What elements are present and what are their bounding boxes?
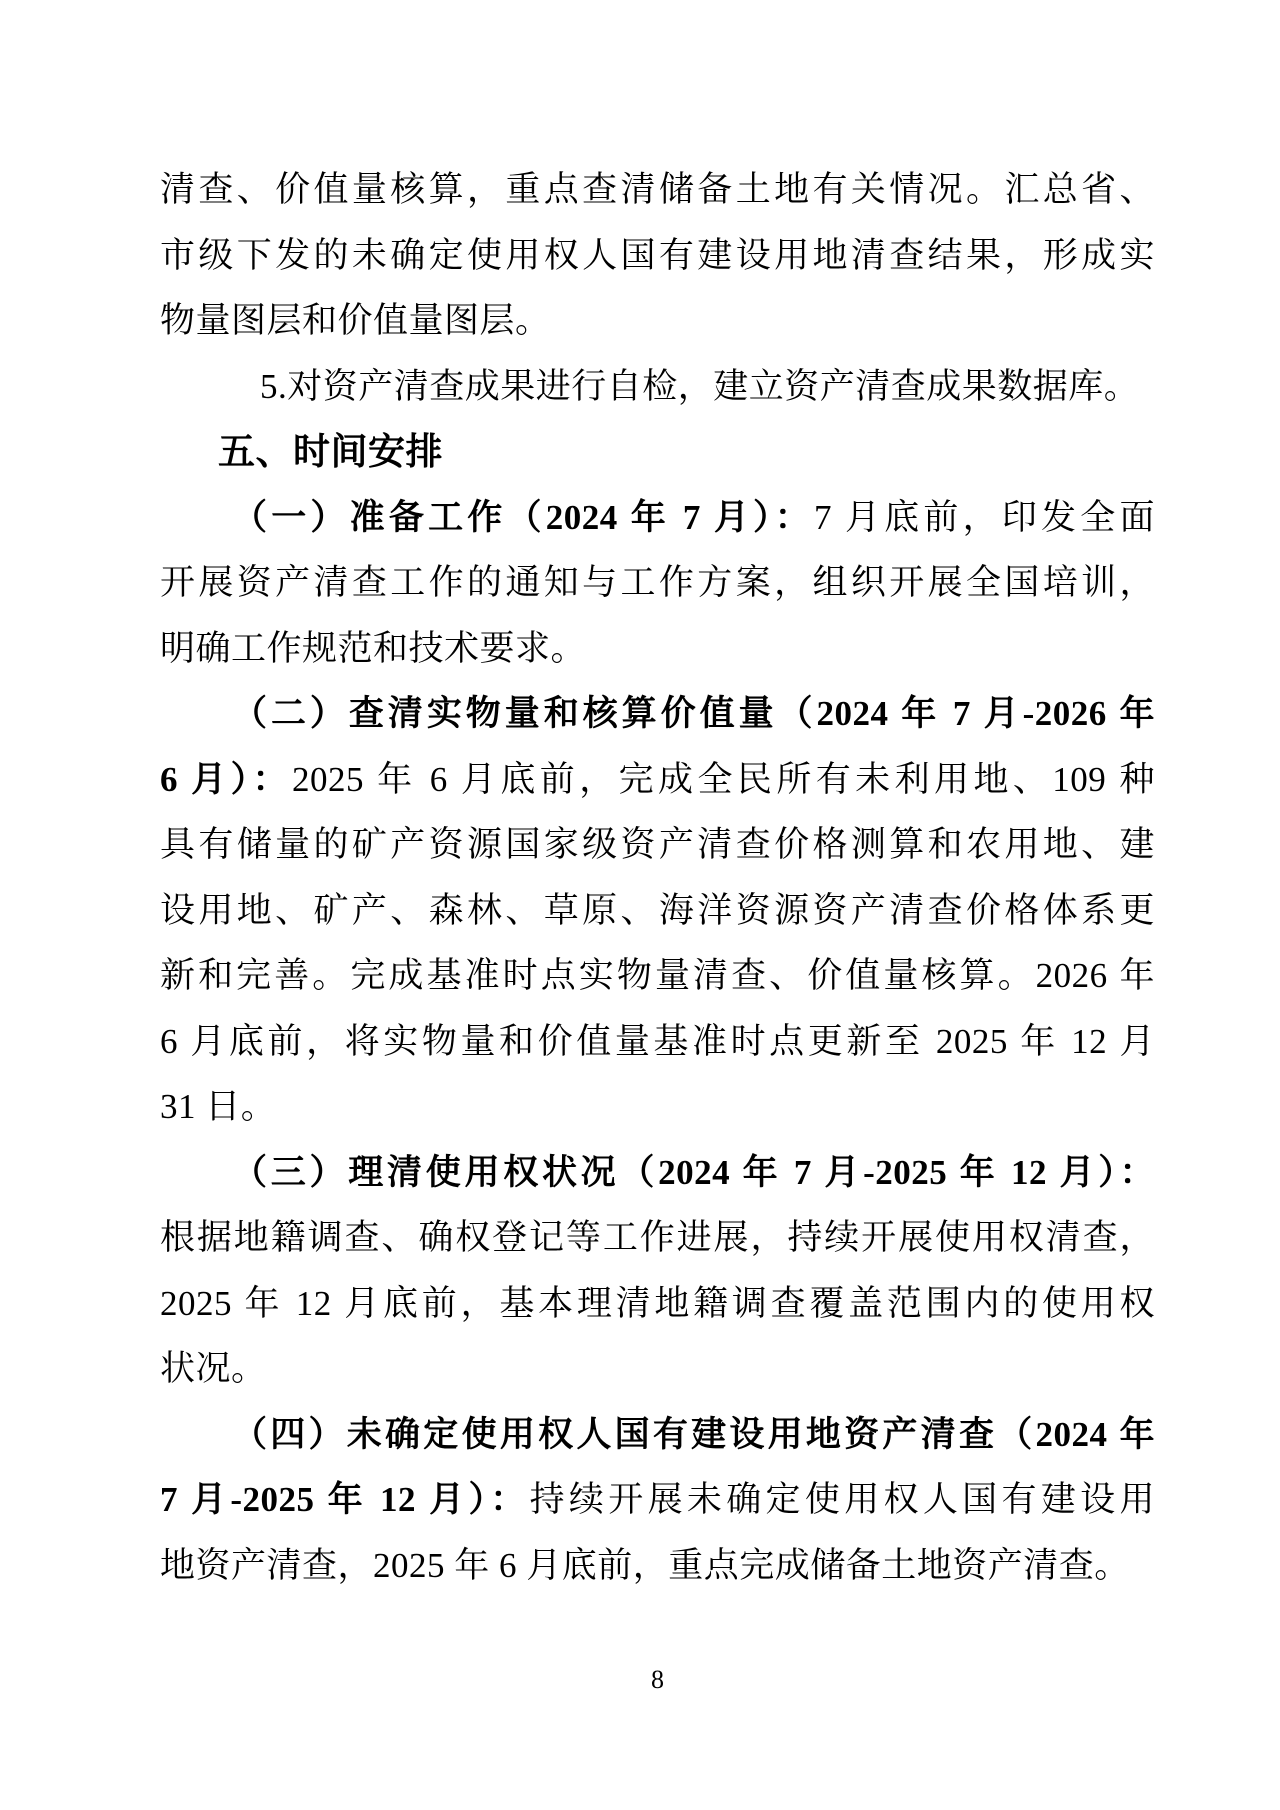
body-text-run: 清查、价值量核算，重点查清储备土地有关情况。汇总省、 bbox=[160, 170, 1155, 209]
body-text-run: 地资产清查，2025 年 6 月底前，重点完成储备土地资产清查。 bbox=[160, 1545, 1130, 1585]
text-line-12 bbox=[160, 878, 1155, 944]
text-line-16 bbox=[160, 1140, 1155, 1206]
text-line-19 bbox=[160, 1336, 1155, 1402]
section-heading-run: （一）准备工作（2024 年 7 月）： bbox=[232, 497, 814, 537]
body-text-run: 6 月底前，将实物量和价值量基准时点更新至 2025 年 12 月 bbox=[160, 1021, 1155, 1061]
body-text-run: 物量图层和价值量图层。 bbox=[160, 301, 551, 340]
text-line-15 bbox=[160, 1074, 1155, 1140]
body-text-run: 具有储量的矿产资源国家级资产清查价格测算和农用地、建 bbox=[160, 825, 1155, 864]
text-line-2 bbox=[160, 223, 1155, 289]
body-text-run: 2025 年 6 月底前，完成全民所有未利用地、109 种 bbox=[291, 759, 1155, 799]
body-text-run: 新和完善。完成基准时点实物量清查、价值量核算。2026 年 bbox=[160, 956, 1155, 995]
text-line-14 bbox=[160, 1009, 1155, 1075]
text-line-11 bbox=[160, 812, 1155, 878]
text-line-3 bbox=[160, 288, 1155, 354]
section-heading-run: （四）未确定使用权人国有建设用地资产清查（2024 年 bbox=[232, 1414, 1155, 1454]
text-line-10 bbox=[160, 747, 1155, 813]
body-text-run: 2025 年 12 月底前，基本理清地籍调查覆盖范围内的使用权 bbox=[160, 1283, 1155, 1323]
section-heading-run: 6 月）： bbox=[160, 759, 292, 799]
body-text-run: 根据地籍调查、确权登记等工作进展，持续开展使用权清查， bbox=[160, 1218, 1155, 1257]
section-heading-run: （三）理清使用权状况（2024 年 7 月-2025 年 12 月）： bbox=[232, 1152, 1155, 1192]
text-line-20 bbox=[160, 1402, 1155, 1468]
text-line-1 bbox=[160, 157, 1155, 223]
body-text-run: 开展资产清查工作的通知与工作方案，组织开展全国培训， bbox=[160, 563, 1155, 602]
section-heading-run: 7 月-2025 年 12 月）： bbox=[160, 1480, 530, 1519]
section-heading-run: （二）查清实物量和核算价值量（2024 年 7 月-2026 年 bbox=[232, 694, 1155, 733]
text-line-8 bbox=[160, 616, 1155, 682]
body-text-run: 设用地、矿产、森林、草原、海洋资源资产清查价格体系更 bbox=[160, 890, 1155, 930]
body-text-run: 市级下发的未确定使用权人国有建设用地清查结果，形成实 bbox=[160, 235, 1155, 275]
text-line-6 bbox=[160, 485, 1155, 551]
chapter-heading-run: 五、时间安排 bbox=[218, 431, 443, 472]
text-line-21 bbox=[160, 1467, 1155, 1533]
text-line-5 bbox=[160, 419, 1155, 485]
text-line-7 bbox=[160, 550, 1155, 616]
body-text-run: 7 月底前，印发全面 bbox=[814, 497, 1155, 537]
body-text-run: 31 日。 bbox=[160, 1087, 277, 1126]
text-line-22 bbox=[160, 1533, 1155, 1599]
text-line-9 bbox=[160, 681, 1155, 747]
body-text-run: 明确工作规范和技术要求。 bbox=[160, 628, 587, 668]
page-body-text bbox=[160, 157, 1155, 1598]
text-line-18 bbox=[160, 1271, 1155, 1337]
body-text-run: 5.对资产清查成果进行自检，建立资产清查成果数据库。 bbox=[260, 366, 1140, 406]
text-line-17 bbox=[160, 1205, 1155, 1271]
text-line-4 bbox=[160, 354, 1155, 420]
text-line-13 bbox=[160, 943, 1155, 1009]
body-text-run: 持续开展未确定使用权人国有建设用 bbox=[529, 1480, 1155, 1519]
body-text-run: 状况。 bbox=[160, 1349, 267, 1388]
page-number: 8 bbox=[651, 1665, 664, 1694]
